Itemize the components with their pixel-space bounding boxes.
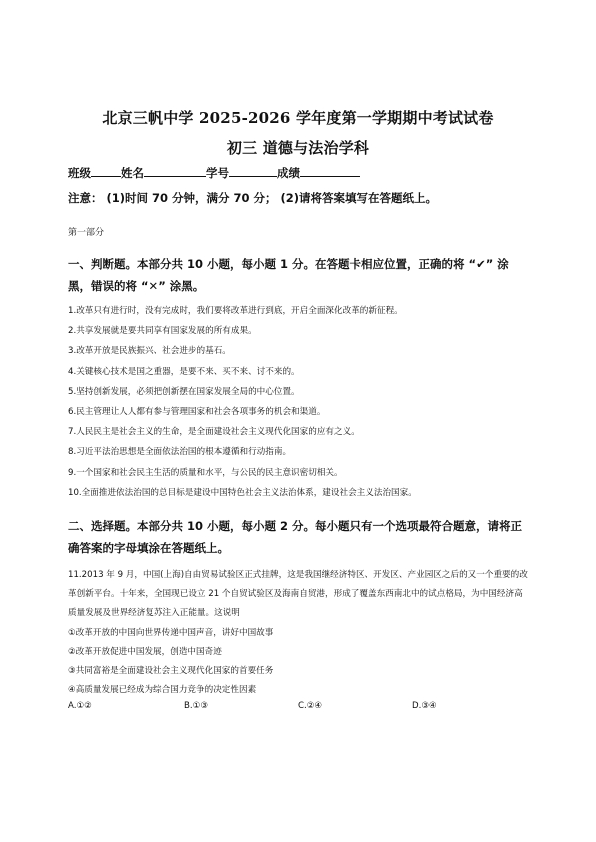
part-label: 第一部分 [68, 228, 105, 238]
id-blank[interactable] [229, 165, 277, 177]
section1-heading: 一、判断题。本部分共 10 小题，每小题 1 分。在答题卡相应位置，正确的将 “✔” 涂黑，错误的将 “✕” 涂黑。 [68, 257, 509, 293]
judgement-list [68, 301, 538, 503]
list-item: 2.共享发展就是要共同享有国家发展的所有成果。 [68, 326, 257, 337]
choice-b: B.①③ [184, 701, 209, 711]
section2-heading: 二、选择题。本部分共 10 小题，每小题 2 分。每小题只有一个选项最符合题意，请将正确答案的字母填涂在答题纸上。 [68, 519, 523, 555]
question-option: ④高质量发展已经成为综合国力竞争的决定性因素 [68, 685, 257, 696]
list-item: 5.坚持创新发展，必须把创新摆在国家发展全局的中心位置。 [68, 386, 300, 397]
list-item: 6.民主管理让人人都有参与管理国家和社会各项事务的机会和渠道。 [68, 406, 326, 417]
student-info-line [68, 165, 360, 181]
question-11 [68, 566, 530, 700]
score-blank[interactable] [300, 165, 360, 177]
id-label: 学号 [206, 166, 229, 180]
answer-choices [68, 701, 528, 717]
list-item: 7.人民民主是社会主义的生命，是全面建设社会主义现代化国家的应有之义。 [68, 427, 360, 438]
exam-note: 注意： (1)时间 70 分钟，满分 70 分； (2)请将答案填写在答题纸上。 [68, 191, 438, 205]
question-option: ②改革开放促进中国发展，创造中国奇迹 [68, 646, 222, 657]
exam-subtitle: 初三 道德与法治学科 [226, 139, 370, 157]
list-item: 1.改革只有进行时，没有完成时，我们要将改革进行到底，开启全面深化改革的新征程。 [68, 306, 403, 316]
list-item: 4.关键核心技术是国之重器，是要不来、买不来、讨不来的。 [68, 366, 300, 377]
question-stem: 11.2013 年 9 月，中国(上海)自由贸易试验区正式挂牌，这是我国继经济特区、开发区、产业园区之后的又一个重要的改革创新平台。十年来，全国现已设立 21 个自贸试验区及海南自贸港，形成了覆盖东西南北中的试点格局，为中国经济高质量发展及世界经济复苏注入正能量。这说明 [68, 570, 528, 619]
choice-d: D.③④ [412, 701, 437, 711]
class-label: 班级 [68, 166, 91, 180]
choice-c: C.②④ [298, 701, 323, 711]
exam-title: 北京三帆中学 2025-2026 学年度第一学期期中考试试卷 [102, 109, 494, 127]
list-item: 8.习近平法治思想是全面依法治国的根本遵循和行动指南。 [68, 447, 292, 458]
name-blank[interactable] [144, 165, 206, 177]
choice-a: A.①② [68, 701, 92, 711]
class-blank[interactable] [91, 165, 121, 177]
list-item: 10.全面推进依法治国的总目标是建设中国特色社会主义法治体系，建设社会主义法治国家。 [68, 487, 417, 498]
list-item: 3.改革开放是民族振兴、社会进步的基石。 [68, 346, 231, 357]
score-label: 成绩 [277, 166, 300, 180]
name-label: 姓名 [121, 166, 144, 180]
question-option: ③共同富裕是全面建设社会主义现代化国家的首要任务 [68, 666, 274, 677]
question-option: ①改革开放的中国向世界传递中国声音，讲好中国故事 [68, 627, 274, 638]
list-item: 9.一个国家和社会民主生活的质量和水平，与公民的民主意识密切相关。 [68, 467, 343, 478]
